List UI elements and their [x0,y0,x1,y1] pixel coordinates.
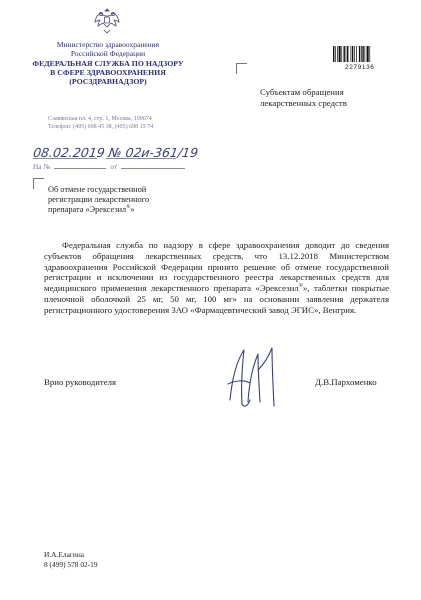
na-field-line [54,168,106,169]
signatory-position: Врио руководителя [44,377,117,387]
barcode-bar [359,46,360,62]
barcode-bar [337,46,338,62]
barcode-bar [352,46,353,62]
barcode-bar [369,46,370,62]
handwritten-signature [222,340,284,412]
ministry-name [33,41,183,58]
address-line-1: Славянская пл. 4, стр. 1, Москва, 109074 [48,116,152,122]
agency-line-2: В СФЕРЕ ЗДРАВООХРАНЕНИЯ [50,68,166,77]
barcode-bar [362,46,363,62]
barcode-bar [346,46,347,62]
na-label: На № [33,162,51,171]
letter-body [44,240,389,316]
barcode-bar [333,46,334,62]
date-underline [33,158,97,159]
recipient-block [260,87,347,108]
subject-line-3: препарата «Эрексезил®» [48,204,135,214]
agency-line-1: ФЕДЕРАЛЬНАЯ СЛУЖБА ПО НАДЗОРУ [32,59,184,68]
ministry-line-2: Российской Федерации [70,48,146,58]
executor-block [44,550,98,569]
barcode-bar [361,46,362,62]
barcode-bar [365,46,366,62]
body-paragraph: Федеральная служба по надзору в сфере здравоохранения доводит до сведения субъектов обращения лекарственных средств, что 13.12.2018 Министерством здравоохранения Российской Федерации принято решение об отмене государственной регистрации и исключении из государственного реестра лекарственных средств для медицинского применения лекарственного препарата «Эрексезил®», таблетки покрытые пленочной оболочкой 25 мг, 50 мг, 100 мг» на основании заявления держателя регистрационного удостоверения ЗАО «Фармацевтический завод ЭГИС», Венгрия. [44,240,389,315]
barcode-number: 2279136 [345,64,375,71]
registered-mark: ® [298,283,303,290]
barcode-bar [354,46,355,62]
executor-phone: 8 (499) 578 02-19 [44,559,98,569]
ot-field-line [121,168,185,169]
subject-line-2: регистрации лекарственного [48,195,150,204]
registered-mark: ® [126,204,131,211]
signatory-name: Д.В.Пархоменко [315,377,377,387]
barcode-bar [335,46,336,62]
barcode-bar [341,46,342,62]
executor-name: И.А.Елагина [44,550,85,559]
reference-row [33,162,189,171]
registration-number-text: 08.02.2019 № 02и-361/19 [32,145,200,160]
agency-address [48,115,153,131]
coat-of-arms-emblem [93,6,121,36]
subject-line-1: Об отмене государственной [48,185,147,194]
barcode-bar [339,46,341,62]
subject-block [48,185,149,215]
ot-label: от [110,162,118,171]
agency-name [27,59,189,86]
ministry-line-1: Министерство здравоохранения [56,40,160,49]
recipient-line-1: Субъектам обращения [260,87,344,97]
number-underline [106,158,176,159]
subject-corner-mark [33,178,44,189]
agency-line-3: (РОСЗДРАВНАДЗОР) [69,77,147,86]
barcode-bar [351,46,352,62]
barcode-bar [367,46,369,62]
recipient-corner-mark [236,63,247,74]
barcode-bar [344,46,345,62]
barcode [333,46,379,62]
recipient-line-2: лекарственных средств [260,97,347,108]
barcode-bar [356,46,357,62]
address-phone-line: Телефон: (495) 698 45 38, (495) 698 15 74 [48,124,154,130]
barcode-bar [347,46,348,62]
